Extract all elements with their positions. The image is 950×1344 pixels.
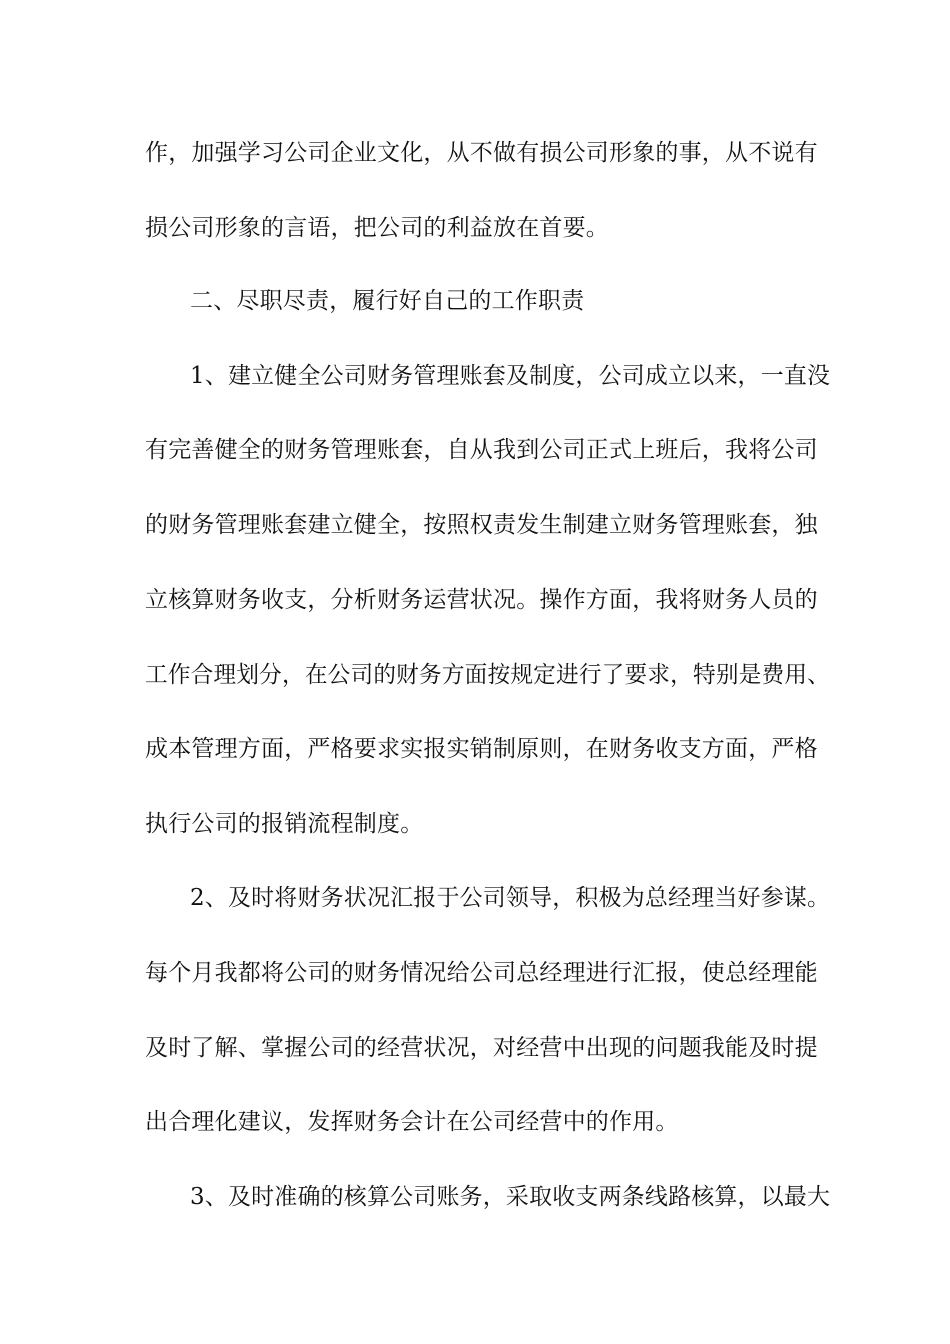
- text-line: 执行公司的报销流程制度。: [145, 811, 424, 837]
- text-line: 立核算财务收支，分析财务运营状况。操作方面，我将财务人员的: [145, 587, 818, 613]
- text-line: 出合理化建议，发挥财务会计在公司经营中的作用。: [145, 1109, 679, 1135]
- text-line: 2、及时将财务状况汇报于公司领导，积极为总经理当好参谋。: [190, 885, 831, 911]
- text-line: 3、及时准确的核算公司账务，采取收支两条线路核算，以最大: [190, 1184, 831, 1210]
- text-line: 1、建立健全公司财务管理账套及制度，公司成立以来，一直没: [190, 363, 831, 389]
- text-line: 工作合理划分，在公司的财务方面按规定进行了要求，特别是费用、: [145, 662, 831, 688]
- section-heading: 二、尽职尽责，履行好自己的工作职责: [190, 288, 585, 314]
- text-line: 有完善健全的财务管理账套，自从我到公司正式上班后，我将公司: [145, 437, 818, 463]
- text-line: 及时了解、掌握公司的经营状况，对经营中出现的问题我能及时提: [145, 1035, 818, 1061]
- text-line: 损公司形象的言语，把公司的利益放在首要。: [145, 215, 609, 241]
- text-line: 的财务管理账套建立健全，按照权责发生制建立财务管理账套，独: [145, 512, 818, 538]
- text-line: 每个月我都将公司的财务情况给公司总经理进行汇报，使总经理能: [145, 960, 818, 986]
- text-line: 成本管理方面，严格要求实报实销制原则，在财务收支方面，严格: [145, 736, 818, 762]
- text-line: 作，加强学习公司企业文化，从不做有损公司形象的事，从不说有: [145, 140, 818, 166]
